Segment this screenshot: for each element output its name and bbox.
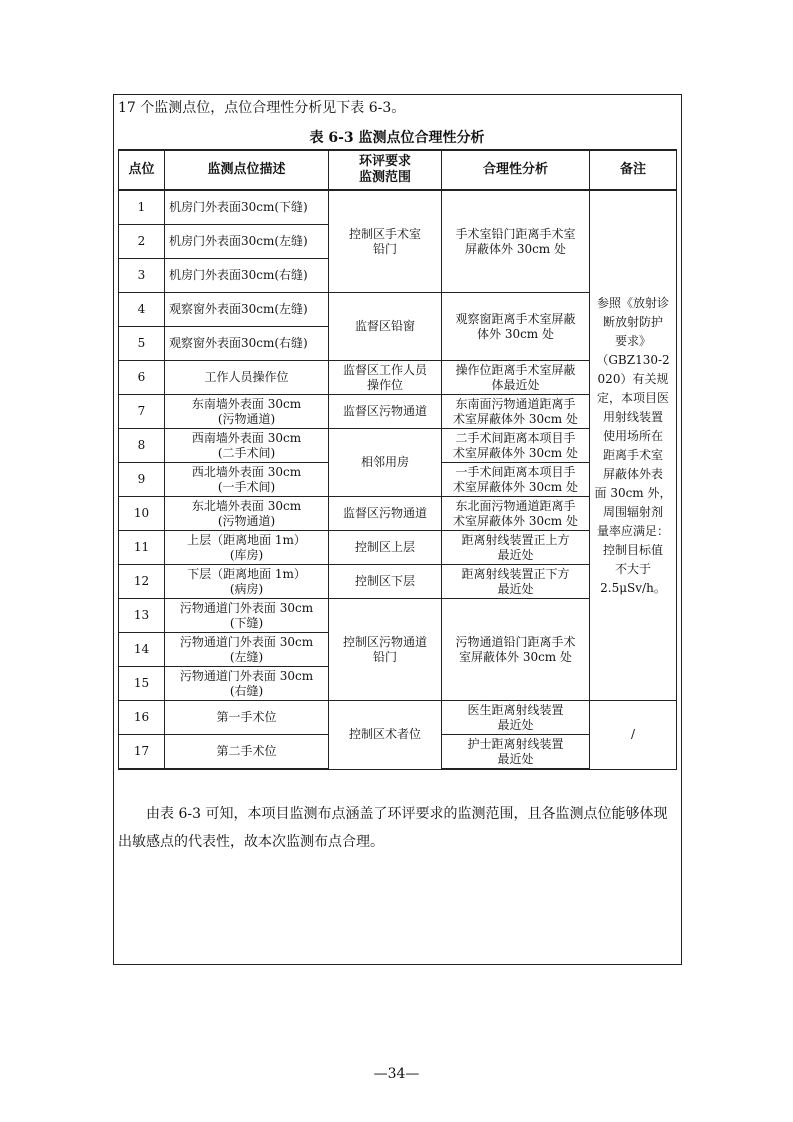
intro-text: 17 个监测点位，点位合理性分析见下表 6-3。 xyxy=(118,100,406,116)
conclusion-paragraph: 由表 6-3 可知，本项目监测布点涵盖了环评要求的监测范围，且各监测点位能够体现出敏感点的代表性，故本次监测布点合理。 xyxy=(118,806,668,850)
scope-cell: 监督区工作人员 操作位 xyxy=(329,361,442,395)
point-description: 污物通道门外表面 30cm (左缝) xyxy=(165,633,329,667)
point-number: 8 xyxy=(119,429,165,463)
point-description: 污物通道门外表面 30cm (下缝) xyxy=(165,599,329,633)
point-number: 7 xyxy=(119,395,165,429)
table-row xyxy=(119,701,677,735)
scope-cell: 控制区上层 xyxy=(329,531,442,565)
scope-cell: 控制区下层 xyxy=(329,565,442,599)
analysis-cell: 距离射线装置正下方 最近处 xyxy=(442,565,590,599)
point-description: 观察窗外表面30cm(右缝) xyxy=(165,327,329,361)
point-description: 东北墙外表面 30cm (污物通道) xyxy=(165,497,329,531)
point-description: 机房门外表面30cm(左缝) xyxy=(165,225,329,259)
header-note: 备注 xyxy=(590,150,677,190)
point-description: 污物通道门外表面 30cm (右缝) xyxy=(165,667,329,701)
analysis-cell: 污物通道铅门距离手术 室屏蔽体外 30cm 处 xyxy=(442,599,590,701)
point-number: 4 xyxy=(119,293,165,327)
analysis-cell: 一手术间距离本项目手 术室屏蔽体外 30cm 处 xyxy=(442,463,590,497)
note-cell-slash: / xyxy=(590,701,677,770)
analysis-cell: 东北面污物通道距离手 术室屏蔽体外 30cm 处 xyxy=(442,497,590,531)
scope-cell: 相邻用房 xyxy=(329,429,442,497)
monitoring-points-table xyxy=(118,149,677,770)
table-caption: 表 6-3 监测点位合理性分析 xyxy=(309,130,485,146)
point-number: 3 xyxy=(119,259,165,293)
analysis-cell: 东南面污物通道距离手 术室屏蔽体外 30cm 处 xyxy=(442,395,590,429)
point-description: 第一手术位 xyxy=(165,701,329,735)
table-header-row xyxy=(119,150,677,190)
point-number: 5 xyxy=(119,327,165,361)
analysis-cell: 护士距离射线装置 最近处 xyxy=(442,735,590,770)
point-number: 2 xyxy=(119,225,165,259)
analysis-cell: 医生距离射线装置 最近处 xyxy=(442,701,590,735)
point-description: 机房门外表面30cm(右缝) xyxy=(165,259,329,293)
scope-cell: 监督区污物通道 xyxy=(329,395,442,429)
analysis-cell: 手术室铅门距离手术室 屏蔽体外 30cm 处 xyxy=(442,190,590,293)
scope-cell: 监督区铅窗 xyxy=(329,293,442,361)
analysis-cell: 二手术间距离本项目手 术室屏蔽体外 30cm 处 xyxy=(442,429,590,463)
point-description: 东南墙外表面 30cm (污物通道) xyxy=(165,395,329,429)
point-number: 12 xyxy=(119,565,165,599)
header-point: 点位 xyxy=(119,150,165,190)
table-row xyxy=(119,190,677,225)
point-number: 17 xyxy=(119,735,165,770)
point-description: 下层（距离地面 1m） (病房) xyxy=(165,565,329,599)
scope-cell: 控制区手术室 铅门 xyxy=(329,190,442,293)
point-number: 11 xyxy=(119,531,165,565)
scope-cell: 控制区术者位 xyxy=(329,701,442,770)
header-description: 监测点位描述 xyxy=(165,150,329,190)
point-description: 西北墙外表面 30cm (一手术间) xyxy=(165,463,329,497)
note-cell: 参照《放射诊 断放射防护 要求》 （GBZ130-2 020）有关规 定，本项目医 用射线装置 使用场所在 距离手术室 屏蔽体外表 面 30cm 外， 周围辐射剂 量率应满足： 控制目标值 不大于 2.5μSv/h。 xyxy=(590,190,677,701)
point-description: 观察窗外表面30cm(左缝) xyxy=(165,293,329,327)
point-description: 西南墙外表面 30cm (二手术间) xyxy=(165,429,329,463)
point-number: 1 xyxy=(119,190,165,225)
point-number: 6 xyxy=(119,361,165,395)
header-analysis: 合理性分析 xyxy=(442,150,590,190)
header-scope: 环评要求 监测范围 xyxy=(329,150,442,190)
point-description: 机房门外表面30cm(下缝) xyxy=(165,190,329,225)
point-number: 10 xyxy=(119,497,165,531)
point-description: 工作人员操作位 xyxy=(165,361,329,395)
analysis-cell: 操作位距离手术室屏蔽 体最近处 xyxy=(442,361,590,395)
analysis-cell: 距离射线装置正上方 最近处 xyxy=(442,531,590,565)
point-number: 13 xyxy=(119,599,165,633)
page-number: —34— xyxy=(373,1066,420,1082)
point-number: 9 xyxy=(119,463,165,497)
scope-cell: 控制区污物通道 铅门 xyxy=(329,599,442,701)
point-number: 14 xyxy=(119,633,165,667)
point-description: 第二手术位 xyxy=(165,735,329,770)
point-number: 15 xyxy=(119,667,165,701)
point-number: 16 xyxy=(119,701,165,735)
analysis-cell: 观察窗距离手术室屏蔽 体外 30cm 处 xyxy=(442,293,590,361)
point-description: 上层（距离地面 1m） (库房) xyxy=(165,531,329,565)
scope-cell: 监督区污物通道 xyxy=(329,497,442,531)
